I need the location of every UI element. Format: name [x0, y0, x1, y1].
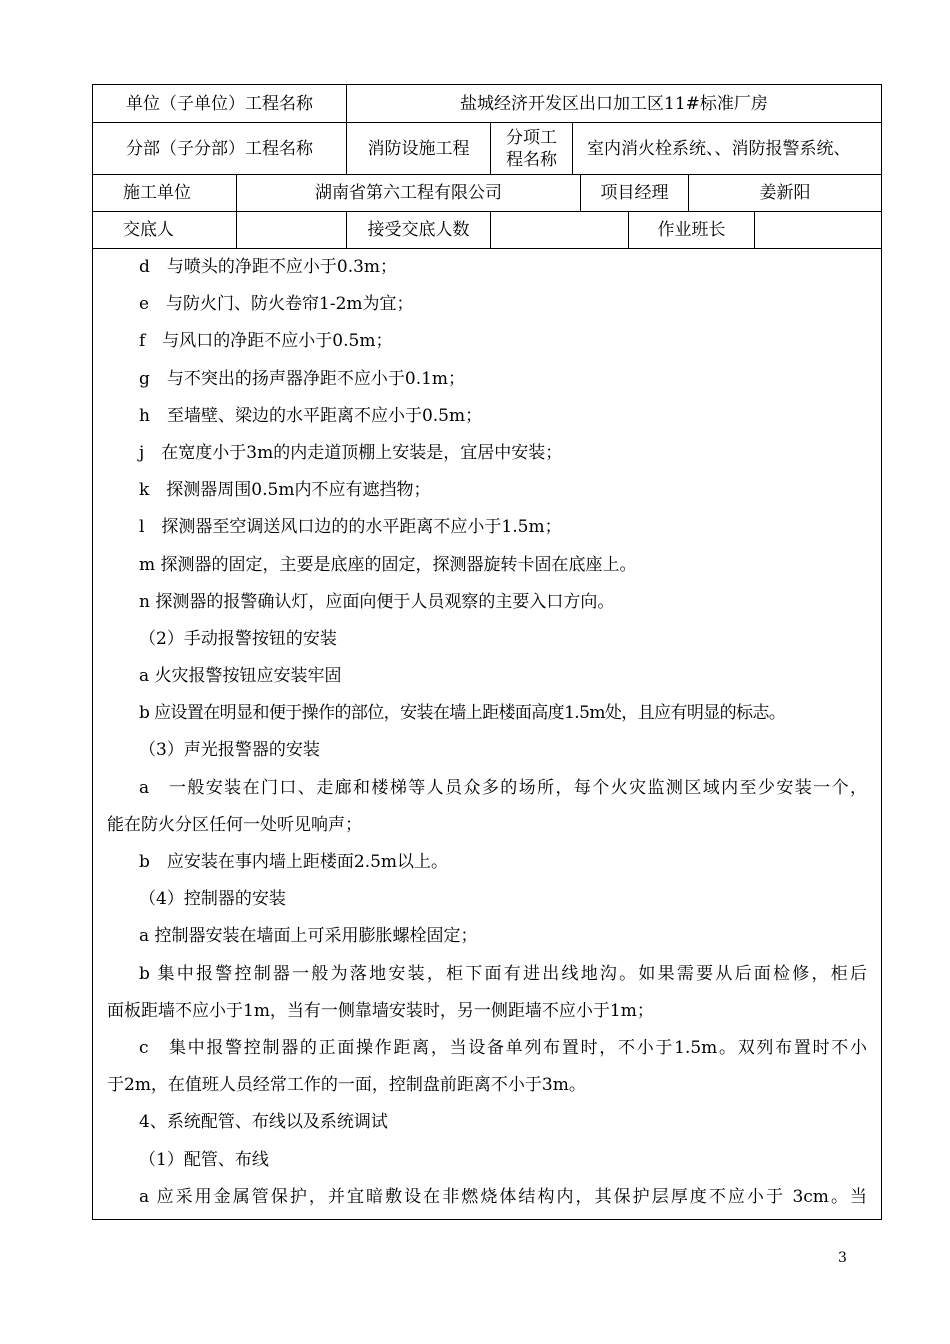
section-heading: （1）配管、布线: [139, 1149, 269, 1170]
item-name-label: [491, 123, 573, 174]
contractor-label: 施工单位: [93, 175, 237, 211]
text-line: e 与防火门、防火卷帘1-2m为宜；: [139, 294, 414, 315]
item-name-value: 室内消火栓系统、、消防报警系统、: [587, 138, 851, 159]
discloser-value: [237, 212, 347, 248]
foreman-value: [755, 212, 881, 248]
section-heading: （3）声光报警器的安装: [139, 740, 320, 761]
header-row-disclosure: [93, 212, 881, 249]
discloser-label: 交底人: [93, 212, 237, 248]
text-line: f 与风口的净距不应小于0.5m；: [139, 331, 393, 352]
receivers-value: [491, 212, 629, 248]
text-line: n 探测器的报警确认灯，应面向便于人员观察的主要入口方向。: [139, 591, 615, 612]
header-row-contractor: [93, 175, 881, 212]
text-line: a 一般安装在门口、走廊和楼梯等人员众多的场所，每个火灾监测区域内至少安装一个，: [139, 777, 867, 798]
header-row-part: [93, 123, 881, 175]
manager-label: 项目经理: [581, 175, 689, 211]
text-line: g 与不突出的扬声器净距不应小于0.1m；: [139, 368, 466, 389]
text-line: b 应安装在事内墙上距楼面2.5m以上。: [139, 852, 449, 872]
disclosure-content: [93, 249, 881, 1216]
unit-name-value: 盐城经济开发区出口加工区11#标准厂房: [460, 93, 768, 114]
text-line: c 集中报警控制器的正面操作距离，当设备单列布置时，不小于1.5m。双列布置时不小: [139, 1037, 867, 1058]
section-heading: （2）手动报警按钮的安装: [139, 628, 337, 649]
disclosure-sheet: [92, 84, 882, 1220]
text-line: j 在宽度小于3m的内走道顶棚上安装是，宜居中安装；: [139, 442, 563, 463]
text-line: k 探测器周围0.5m内不应有遮挡物；: [139, 480, 431, 501]
text-line-continued: 于2m，在值班人员经常工作的一面，控制盘前距离不小于3m。: [107, 1075, 586, 1096]
manager-value: 姜新阳: [759, 183, 811, 203]
contractor-value: 湖南省第六工程有限公司: [237, 175, 581, 211]
text-line: a 控制器安装在墙面上可采用膨胀螺栓固定；: [139, 926, 478, 947]
text-line: a 火灾报警按钮应安装牢固: [139, 666, 342, 687]
part-name-value: 消防设施工程: [347, 123, 491, 174]
part-name-label: 分部（子分部）工程名称: [93, 123, 347, 174]
receivers-label: 接受交底人数: [347, 212, 491, 248]
item-name-label-line2: 程名称: [506, 149, 557, 170]
text-line: b 应设置在明显和便于操作的部位，安装在墙上距楼面高度1.5m处，且应有明显的标志。: [139, 703, 786, 724]
text-line-continued: 面板距墙不应小于1m，当有一侧靠墙安装时，另一侧距墙不应小于1m；: [107, 1000, 654, 1021]
text-line: l 探测器至空调送风口边的的水平距离不应小于1.5m；: [139, 517, 562, 538]
header-row-project: [93, 85, 881, 123]
text-line-continued: 能在防火分区任何一处听见响声；: [107, 814, 362, 835]
section-heading: 4、系统配管、布线以及系统调试: [139, 1112, 388, 1133]
text-line: a 应采用金属管保护，并宜暗敷设在非燃烧体结构内，其保护层厚度不应小于 3cm。当: [139, 1186, 867, 1207]
text-line: m 探测器的固定，主要是底座的固定，探测器旋转卡固在底座上。: [139, 554, 637, 575]
section-heading: （4）控制器的安装: [139, 889, 286, 910]
text-line: d 与喷头的净距不应小于0.3m；: [139, 257, 398, 277]
page-number: 3: [838, 1250, 847, 1266]
text-line: b 集中报警控制器一般为落地安装，柜下面有进出线地沟。如果需要从后面检修，柜后: [139, 963, 867, 984]
foreman-label: 作业班长: [629, 212, 755, 248]
item-name-label-line1: 分项工: [506, 127, 557, 148]
text-line: h 至墙壁、梁边的水平距离不应小于0.5m；: [139, 405, 483, 426]
unit-name-label: 单位（子单位）工程名称: [93, 85, 347, 122]
